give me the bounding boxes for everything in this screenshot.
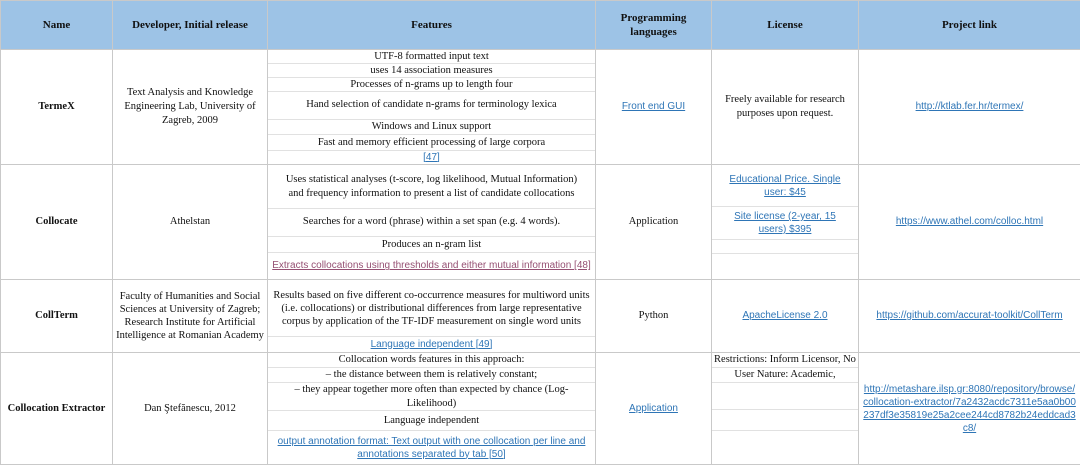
feature-item: Language independent [268, 411, 595, 431]
name-cell[interactable]: Collocate [1, 165, 113, 280]
project-link[interactable]: http://ktlab.fer.hr/termex/ [916, 101, 1024, 112]
table-row-collocate [1, 165, 1080, 280]
license-item [712, 207, 858, 239]
link-cell[interactable] [859, 50, 1080, 165]
table-row-collterm [1, 280, 1080, 353]
header-developer[interactable]: Developer, Initial release [113, 1, 268, 50]
developer-cell[interactable]: Athelstan [113, 165, 268, 280]
link-cell[interactable] [859, 353, 1080, 465]
language-link[interactable]: Application [629, 403, 678, 414]
header-row [1, 1, 1080, 50]
license-link[interactable]: Site license (2-year, 15 users) $395 [714, 210, 856, 236]
features-cell[interactable] [268, 50, 596, 165]
license-cell[interactable] [712, 353, 859, 465]
features-cell[interactable] [268, 165, 596, 280]
license-item [712, 165, 858, 207]
header-name[interactable]: Name [1, 1, 113, 50]
feature-item [268, 253, 595, 279]
link-cell[interactable] [859, 280, 1080, 353]
license-text: Freely available for research purposes upon request. [715, 93, 855, 121]
license-link[interactable]: Educational Price. Single user: $45 [714, 173, 856, 199]
feature-item: Windows and Linux support [268, 120, 595, 136]
license-cell[interactable] [712, 50, 859, 165]
name-cell[interactable]: TermeX [1, 50, 113, 165]
developer-cell[interactable]: Faculty of Humanities and Social Sciences at University of Zagreb; Research Institute for Artificial Intelligence at Romanian Academy [113, 280, 268, 353]
license-item [712, 254, 858, 279]
license-link[interactable]: ApacheLicense 2.0 [742, 310, 827, 321]
license-item [712, 240, 858, 255]
feature-item: UTF-8 formatted input text [268, 50, 595, 64]
feature-item [268, 431, 595, 464]
project-link[interactable]: https://www.athel.com/colloc.html [896, 216, 1043, 227]
license-item: User Nature: Academic, [712, 368, 858, 383]
feature-item: Results based on five different co-occurrence measures for multiword units (i.e. collocations) or distributional differences from large representative corpus by application of the TF-IDF measurement on single word units [268, 280, 595, 337]
feature-item: Searches for a word (phrase) within a set span (e.g. 4 words). [268, 209, 595, 237]
language-cell[interactable]: Python [596, 280, 712, 353]
language-cell[interactable] [596, 50, 712, 165]
citation-link[interactable]: [47] [423, 151, 440, 165]
features-cell[interactable] [268, 280, 596, 353]
license-item: Restrictions: Inform Licensor, No [712, 353, 858, 368]
name-cell[interactable]: Collocation Extractor [1, 353, 113, 465]
feature-link[interactable]: output annotation format: Text output with one collocation per line and annotations separated by tab [50] [270, 435, 593, 461]
feature-item: Uses statistical analyses (t-score, log likelihood, Mutual Information) and frequency information to present a list of candidate collocations [268, 165, 595, 209]
feature-item: uses 14 association measures [268, 64, 595, 78]
license-cell[interactable] [712, 165, 859, 280]
feature-item: Collocation words features in this approach: [268, 353, 595, 368]
license-item [712, 383, 858, 410]
developer-cell[interactable]: Dan Ştefănescu, 2012 [113, 353, 268, 465]
features-cell[interactable] [268, 353, 596, 465]
feature-item: Processes of n-grams up to length four [268, 78, 595, 92]
language-cell[interactable]: Application [596, 165, 712, 280]
header-license[interactable]: License [712, 1, 859, 50]
feature-item [268, 151, 595, 164]
feature-item: Fast and memory efficient processing of large corpora [268, 135, 595, 151]
feature-item [268, 337, 595, 352]
name-cell[interactable]: CollTerm [1, 280, 113, 353]
project-link[interactable]: https://github.com/accurat-toolkit/CollTerm [876, 310, 1062, 321]
language-link[interactable]: Front end GUI [622, 101, 685, 112]
developer-cell[interactable]: Text Analysis and Knowledge Engineering Lab, University of Zagreb, 2009 [113, 50, 268, 165]
feature-item: – they appear together more often than expected by chance (Log-Likelihood) [268, 383, 595, 411]
header-features[interactable]: Features [268, 1, 596, 50]
table-row-termex [1, 50, 1080, 165]
feature-item: Produces an n-gram list [268, 237, 595, 254]
feature-link[interactable]: Language independent [49] [371, 338, 493, 352]
feature-link[interactable]: Extracts collocations using thresholds and either mutual information [48] [272, 259, 591, 273]
feature-item: Hand selection of candidate n-grams for terminology lexica [268, 92, 595, 120]
license-item [712, 431, 858, 464]
link-cell[interactable] [859, 165, 1080, 280]
license-cell[interactable] [712, 280, 859, 353]
feature-item: – the distance between them is relatively constant; [268, 368, 595, 383]
project-link[interactable]: http://metashare.ilsp.gr:8080/repository/browse/collocation-extractor/7a2432acdc7311e5aa0b00237df3e35819e25a2cee244cd8782b24eddcad3c8/ [862, 383, 1077, 435]
header-link[interactable]: Project link [859, 1, 1080, 50]
language-cell[interactable] [596, 353, 712, 465]
license-item [712, 410, 858, 431]
header-languages[interactable]: Programming languages [596, 1, 712, 50]
table-row-collocation-extractor [1, 353, 1080, 465]
